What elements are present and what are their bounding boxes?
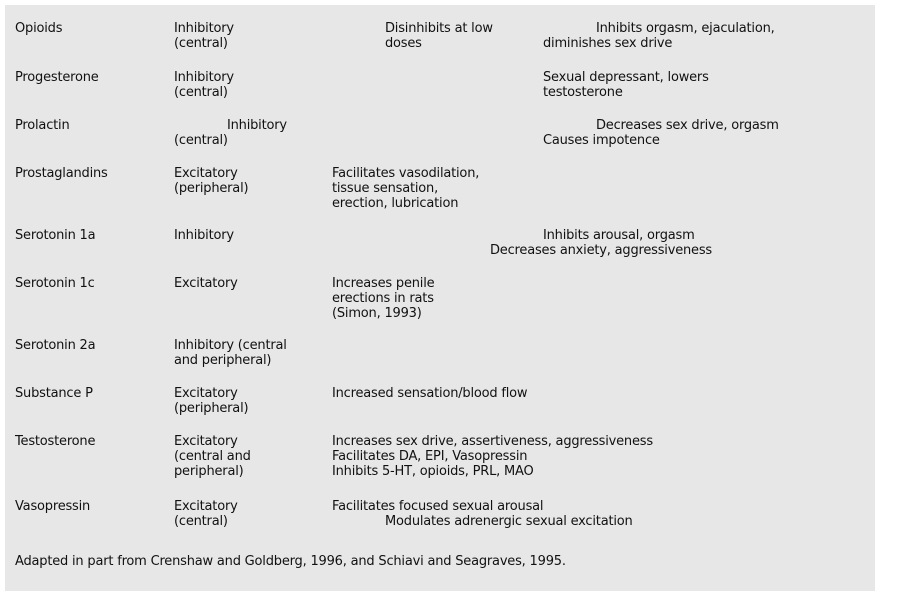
- effect-progesterone: Inhibitory (central): [174, 70, 234, 100]
- agent-serotonin-2a: Serotonin 2a: [15, 338, 96, 353]
- effect-substance-p: Excitatory (peripheral): [174, 386, 249, 416]
- effect-serotonin-1a: Inhibitory: [174, 228, 234, 243]
- footnote: Adapted in part from Crenshaw and Goldberg, 1996, and Schiavi and Seagraves, 1995.: [15, 554, 566, 569]
- effect-vasopressin: Excitatory (central): [174, 499, 238, 529]
- mechanism-vasopressin-line2: Modulates adrenergic sexual excitation: [385, 514, 633, 529]
- effect-prolactin-line1: Inhibitory: [227, 118, 287, 133]
- effect-serotonin-2a: Inhibitory (central and peripheral): [174, 338, 287, 368]
- outcome-opioids-line1: Inhibits orgasm, ejaculation,: [596, 21, 775, 36]
- outcome-prolactin-line2: Causes impotence: [543, 133, 660, 148]
- outcome-progesterone: Sexual depressant, lowers testosterone: [543, 70, 709, 100]
- mechanism-testosterone: Increases sex drive, assertiveness, aggressiveness Facilitates DA, EPI, Vasopressin Inhibits 5-HT, opioids, PRL, MAO: [332, 434, 653, 479]
- outcome-prolactin-line1: Decreases sex drive, orgasm: [596, 118, 779, 133]
- agent-vasopressin: Vasopressin: [15, 499, 91, 514]
- effect-serotonin-1c: Excitatory: [174, 276, 238, 291]
- effect-testosterone: Excitatory (central and peripheral): [174, 434, 251, 479]
- mechanism-substance-p: Increased sensation/blood flow: [332, 386, 528, 401]
- mechanism-prostaglandins: Facilitates vasodilation, tissue sensation, erection, lubrication: [332, 166, 480, 211]
- agent-progesterone: Progesterone: [15, 70, 99, 85]
- mechanism-opioids: Disinhibits at low doses: [385, 21, 493, 51]
- agent-serotonin-1c: Serotonin 1c: [15, 276, 95, 291]
- agent-testosterone: Testosterone: [15, 434, 96, 449]
- agent-prostaglandins: Prostaglandins: [15, 166, 108, 181]
- agent-opioids: Opioids: [15, 21, 63, 36]
- outcome-opioids-line2: diminishes sex drive: [543, 36, 673, 51]
- agent-serotonin-1a: Serotonin 1a: [15, 228, 96, 243]
- effect-prolactin-line2: (central): [174, 133, 228, 148]
- outcome-serotonin-1a-line1: Inhibits arousal, orgasm: [543, 228, 695, 243]
- agent-prolactin: Prolactin: [15, 118, 70, 133]
- effect-opioids: Inhibitory (central): [174, 21, 234, 51]
- mechanism-vasopressin-line1: Facilitates focused sexual arousal: [332, 499, 544, 514]
- agent-substance-p: Substance P: [15, 386, 93, 401]
- mechanism-serotonin-1c: Increases penile erections in rats (Simon, 1993): [332, 276, 435, 321]
- effect-prostaglandins: Excitatory (peripheral): [174, 166, 249, 196]
- outcome-serotonin-1a-line2: Decreases anxiety, aggressiveness: [490, 243, 712, 258]
